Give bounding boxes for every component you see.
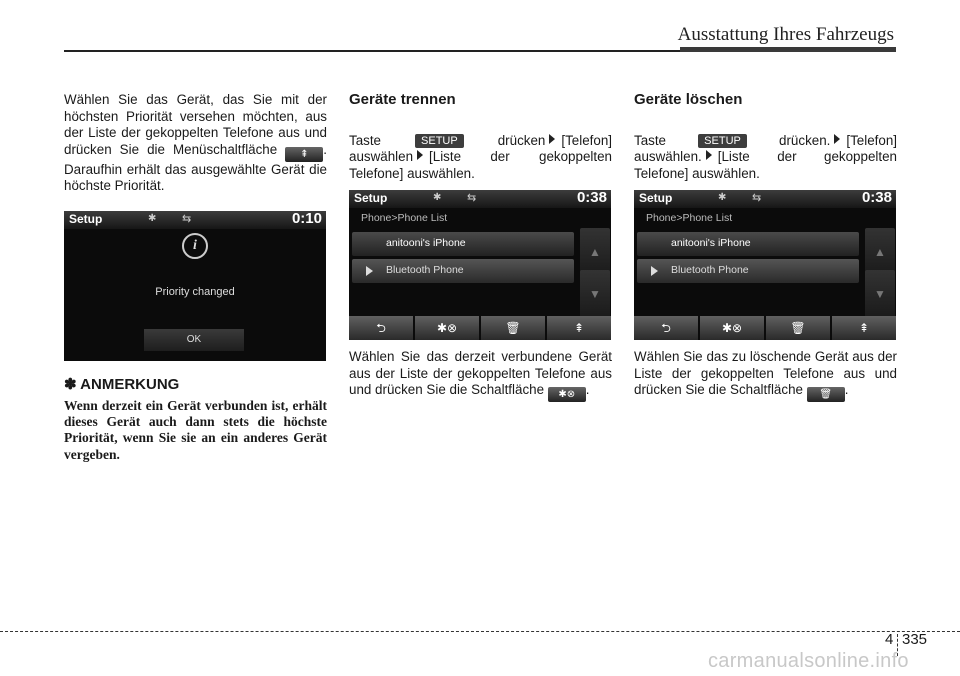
header-bar bbox=[680, 47, 896, 52]
disconnect-icon: ✱⊗ bbox=[548, 387, 586, 402]
priority-button[interactable]: ⇞ bbox=[832, 316, 896, 340]
screen-time: 0:10 bbox=[291, 211, 322, 227]
note-title: ✽ ANMERKUNG bbox=[64, 376, 180, 393]
watermark: carmanualsonline.info bbox=[708, 650, 909, 672]
bluetooth-icon: ✱ bbox=[718, 192, 727, 203]
usb-icon: ⇆ bbox=[182, 213, 192, 225]
setup-key-icon: SETUP bbox=[698, 134, 747, 148]
back-button[interactable]: ⮌ bbox=[634, 316, 698, 340]
scroll-up-button[interactable]: ▲ bbox=[580, 228, 610, 276]
list-item-iphone[interactable]: anitooni's iPhone bbox=[352, 232, 574, 256]
breadcrumb: Phone>Phone List bbox=[361, 212, 448, 224]
screen-status-bar bbox=[634, 190, 896, 208]
page-number: 335 bbox=[902, 631, 928, 648]
note-box bbox=[64, 377, 327, 463]
disconnect-steps: Taste SETUP drücken [Telefon] auswählen [Liste der gekoppelten Telefone] auswählen. bbox=[349, 132, 612, 181]
play-icon bbox=[651, 266, 658, 276]
chapter-number: 4 bbox=[885, 631, 894, 648]
header-title: Ausstattung Ihres Fahrzeugs bbox=[677, 24, 894, 45]
screen-status-bar bbox=[64, 211, 326, 229]
screen-title: Setup bbox=[354, 191, 388, 205]
screen-bottom-bar bbox=[634, 316, 896, 340]
arrow-icon bbox=[834, 134, 840, 144]
arrow-icon bbox=[417, 150, 423, 160]
priority-paragraph: Wählen Sie das Gerät, das Sie mit der höchsten Priorität versehen möchten, aus der Liste der gekoppelten Telefone aus und drücken Sie die Menüschaltfläche ⇞ . Daraufhin erhält das ausgewählte Gerät die höchste Priorität. bbox=[64, 92, 327, 194]
usb-icon: ⇆ bbox=[467, 192, 477, 204]
screen-time: 0:38 bbox=[576, 190, 607, 206]
scroll-down-button[interactable]: ▼ bbox=[580, 270, 610, 318]
info-icon: i bbox=[182, 233, 208, 259]
delete-steps: Taste SETUP drücken. [Telefon] auswählen. [Liste der gekoppelten Telefone] auswählen. bbox=[634, 132, 897, 181]
delete-title: Geräte löschen bbox=[634, 91, 743, 108]
scroll-down-button[interactable]: ▼ bbox=[865, 270, 895, 318]
column-disconnect bbox=[349, 92, 612, 182]
screen-bottom-bar bbox=[349, 316, 611, 340]
list-item-bluetooth-phone[interactable]: Bluetooth Phone bbox=[637, 259, 859, 283]
usb-icon: ⇆ bbox=[752, 192, 762, 204]
scroll-up-button[interactable]: ▲ bbox=[865, 228, 895, 276]
disconnect-instruction: Wählen Sie das derzeit verbundene Gerät aus der Liste der gekoppelten Telefone aus und drücken Sie die Schaltfläche ✱⊗ . bbox=[349, 349, 612, 401]
priority-screen bbox=[64, 211, 326, 361]
bluetooth-icon: ✱ bbox=[148, 213, 157, 224]
column-delete bbox=[634, 92, 897, 182]
delete-screen bbox=[634, 190, 896, 340]
screen-title: Setup bbox=[69, 212, 103, 226]
disconnect-button[interactable]: ✱⊗ bbox=[700, 316, 764, 340]
priority-button[interactable]: ⇞ bbox=[547, 316, 611, 340]
priority-message: Priority changed bbox=[155, 286, 235, 298]
screen-status-bar bbox=[349, 190, 611, 208]
list-item-bluetooth-phone[interactable]: Bluetooth Phone bbox=[352, 259, 574, 283]
footer-rule bbox=[0, 631, 960, 632]
list-item-iphone[interactable]: anitooni's iPhone bbox=[637, 232, 859, 256]
ok-button[interactable]: OK bbox=[144, 329, 244, 351]
bluetooth-icon: ✱ bbox=[433, 192, 442, 203]
screen-time: 0:38 bbox=[861, 190, 892, 206]
column-priority bbox=[64, 92, 327, 195]
arrow-icon bbox=[549, 134, 555, 144]
trash-icon: 🗑 bbox=[807, 387, 845, 402]
note-body: Wenn derzeit ein Gerät verbunden ist, erhält dieses Gerät auch dann stets die höchste Priorität, wenn Sie sie an ein anderes Gerät vergeben. bbox=[64, 397, 327, 462]
back-button[interactable]: ⮌ bbox=[349, 316, 413, 340]
play-icon bbox=[366, 266, 373, 276]
priority-menu-icon: ⇞ bbox=[285, 147, 323, 162]
screen-title: Setup bbox=[639, 191, 673, 205]
disconnect-title: Geräte trennen bbox=[349, 91, 456, 108]
setup-key-icon: SETUP bbox=[415, 134, 464, 148]
delete-instruction: Wählen Sie das zu löschende Gerät aus der Liste der gekoppelten Telefone aus und drücken Sie die Schaltfläche 🗑 . bbox=[634, 349, 897, 401]
delete-button[interactable]: 🗑 bbox=[481, 316, 545, 340]
disconnect-screen bbox=[349, 190, 611, 340]
breadcrumb: Phone>Phone List bbox=[646, 212, 733, 224]
disconnect-button[interactable]: ✱⊗ bbox=[415, 316, 479, 340]
arrow-icon bbox=[706, 150, 712, 160]
delete-button[interactable]: 🗑 bbox=[766, 316, 830, 340]
